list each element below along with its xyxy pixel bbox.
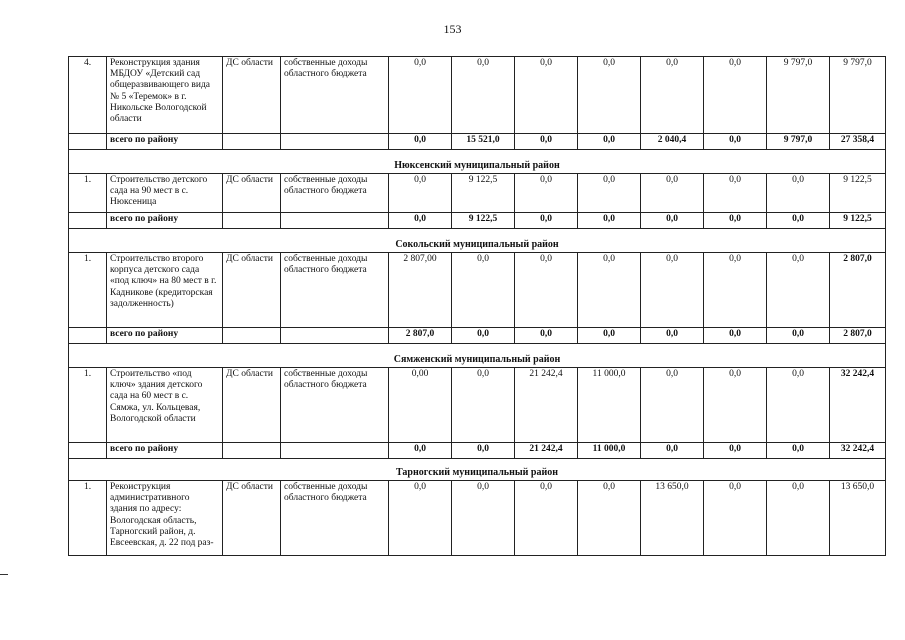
total-value: 0,0: [515, 328, 578, 344]
total-row: [69, 443, 886, 459]
empty-cell: [281, 443, 389, 459]
value-cell: 0,0: [767, 481, 830, 556]
margin-mark: [0, 574, 8, 575]
empty-cell: [69, 213, 107, 229]
row-number: 1.: [69, 253, 107, 328]
total-label: всего по району: [107, 134, 223, 150]
budget-table: [68, 56, 886, 556]
value-cell: 0,0: [452, 368, 515, 443]
value-cell: 0,0: [767, 174, 830, 213]
value-cell: 21 242,4: [515, 368, 578, 443]
total-value: 9 122,5: [452, 213, 515, 229]
region-header: [69, 459, 886, 481]
value-cell: 2 807,00: [389, 253, 452, 328]
total-value: 11 000,0: [578, 443, 641, 459]
total-value: 0,0: [515, 134, 578, 150]
empty-cell: [69, 328, 107, 344]
value-cell: 0,0: [578, 174, 641, 213]
empty-cell: [223, 443, 281, 459]
object-type: ДС области: [223, 57, 281, 134]
value-cell: 0,00: [389, 368, 452, 443]
value-cell: 0,0: [452, 57, 515, 134]
total-value: 15 521,0: [452, 134, 515, 150]
value-cell: 0,0: [704, 253, 767, 328]
total-label: всего по району: [107, 328, 223, 344]
region-title: Тарногский муниципальный район: [69, 459, 886, 481]
region-header: [69, 344, 886, 368]
total-value: 0,0: [578, 134, 641, 150]
total-value: 0,0: [704, 134, 767, 150]
object-type: ДС области: [223, 368, 281, 443]
total-value: 0,0: [641, 443, 704, 459]
value-cell: 32 242,4: [830, 368, 886, 443]
value-cell: 0,0: [578, 57, 641, 134]
empty-cell: [223, 134, 281, 150]
value-cell: 13 650,0: [641, 481, 704, 556]
total-value: 2 807,0: [389, 328, 452, 344]
funding-source: собственные доходы областного бюджета: [281, 481, 389, 556]
region-header: [69, 150, 886, 174]
total-value: 0,0: [578, 213, 641, 229]
total-value: 0,0: [704, 213, 767, 229]
value-cell: 0,0: [515, 174, 578, 213]
row-number: 4.: [69, 57, 107, 134]
value-cell: 0,0: [452, 481, 515, 556]
row-number: 1.: [69, 174, 107, 213]
empty-cell: [69, 134, 107, 150]
table-row: [69, 481, 886, 556]
value-cell: 0,0: [389, 481, 452, 556]
total-value: 0,0: [389, 134, 452, 150]
total-value: 9 797,0: [767, 134, 830, 150]
total-value: 0,0: [452, 328, 515, 344]
total-value: 0,0: [767, 328, 830, 344]
object-type: ДС области: [223, 174, 281, 213]
total-value: 0,0: [704, 443, 767, 459]
object-type: ДС области: [223, 481, 281, 556]
funding-source: собственные доходы областного бюджета: [281, 174, 389, 213]
value-cell: 9 797,0: [830, 57, 886, 134]
value-cell: 9 122,5: [452, 174, 515, 213]
empty-cell: [223, 328, 281, 344]
total-row: [69, 328, 886, 344]
total-value: 0,0: [578, 328, 641, 344]
region-title: Сямженский муниципальный район: [69, 344, 886, 368]
object-name: Строительство второго корпуса детского сада «под ключ» на 80 мест в г. Кадникове (кредиторская задолженность): [107, 253, 223, 328]
value-cell: 9 122,5: [830, 174, 886, 213]
value-cell: 0,0: [389, 57, 452, 134]
total-value: 32 242,4: [830, 443, 886, 459]
value-cell: 0,0: [704, 174, 767, 213]
page-number: 153: [443, 22, 462, 36]
object-name: Строительство «под ключ» здания детского сада на 60 мест в с. Сямжа, ул. Кольцевая, Вологодской области: [107, 368, 223, 443]
region-title: Сокольский муниципальный район: [69, 229, 886, 253]
total-value: 27 358,4: [830, 134, 886, 150]
total-value: 0,0: [767, 213, 830, 229]
total-row: [69, 213, 886, 229]
value-cell: 0,0: [767, 368, 830, 443]
total-value: 0,0: [515, 213, 578, 229]
value-cell: 0,0: [641, 174, 704, 213]
empty-cell: [281, 328, 389, 344]
value-cell: 0,0: [704, 368, 767, 443]
value-cell: 0,0: [515, 57, 578, 134]
total-value: 0,0: [641, 213, 704, 229]
total-value: 0,0: [704, 328, 767, 344]
total-label: всего по району: [107, 213, 223, 229]
value-cell: 0,0: [578, 253, 641, 328]
row-number: 1.: [69, 368, 107, 443]
empty-cell: [281, 134, 389, 150]
value-cell: 11 000,0: [578, 368, 641, 443]
value-cell: 0,0: [578, 481, 641, 556]
table-row: [69, 368, 886, 443]
value-cell: 0,0: [515, 481, 578, 556]
value-cell: 0,0: [641, 253, 704, 328]
value-cell: 9 797,0: [767, 57, 830, 134]
empty-cell: [223, 213, 281, 229]
total-value: 9 122,5: [830, 213, 886, 229]
object-type: ДС области: [223, 253, 281, 328]
region-header: [69, 229, 886, 253]
total-value: 0,0: [767, 443, 830, 459]
value-cell: 0,0: [704, 481, 767, 556]
total-value: 2 040,4: [641, 134, 704, 150]
region-title: Нюксенский муниципальный район: [69, 150, 886, 174]
total-row: [69, 134, 886, 150]
value-cell: 0,0: [641, 57, 704, 134]
object-name: Реконструкция здания МБДОУ «Детский сад общеразвивающего вида № 5 «Теремок» в г. Никольске Вологодской области: [107, 57, 223, 134]
object-name: Строительство детского сада на 90 мест в с. Нюксеница: [107, 174, 223, 213]
total-value: 0,0: [452, 443, 515, 459]
row-number: 1.: [69, 481, 107, 556]
empty-cell: [281, 213, 389, 229]
funding-source: собственные доходы областного бюджета: [281, 368, 389, 443]
value-cell: 13 650,0: [830, 481, 886, 556]
empty-cell: [69, 443, 107, 459]
total-value: 21 242,4: [515, 443, 578, 459]
funding-source: собственные доходы областного бюджета: [281, 57, 389, 134]
total-value: 2 807,0: [830, 328, 886, 344]
value-cell: 2 807,0: [830, 253, 886, 328]
object-name: Рекоиструкция административного здания по адресу: Вологодская область, Тарногский район, д. Евсеевская, д. 22 под раз-: [107, 481, 223, 556]
value-cell: 0,0: [767, 253, 830, 328]
total-label: всего по району: [107, 443, 223, 459]
table-row: [69, 57, 886, 134]
total-value: 0,0: [389, 443, 452, 459]
value-cell: 0,0: [452, 253, 515, 328]
value-cell: 0,0: [704, 57, 767, 134]
total-value: 0,0: [641, 328, 704, 344]
value-cell: 0,0: [515, 253, 578, 328]
table-row: [69, 174, 886, 213]
funding-source: собственные доходы областного бюджета: [281, 253, 389, 328]
total-value: 0,0: [389, 213, 452, 229]
value-cell: 0,0: [389, 174, 452, 213]
table-row: [69, 253, 886, 328]
value-cell: 0,0: [641, 368, 704, 443]
